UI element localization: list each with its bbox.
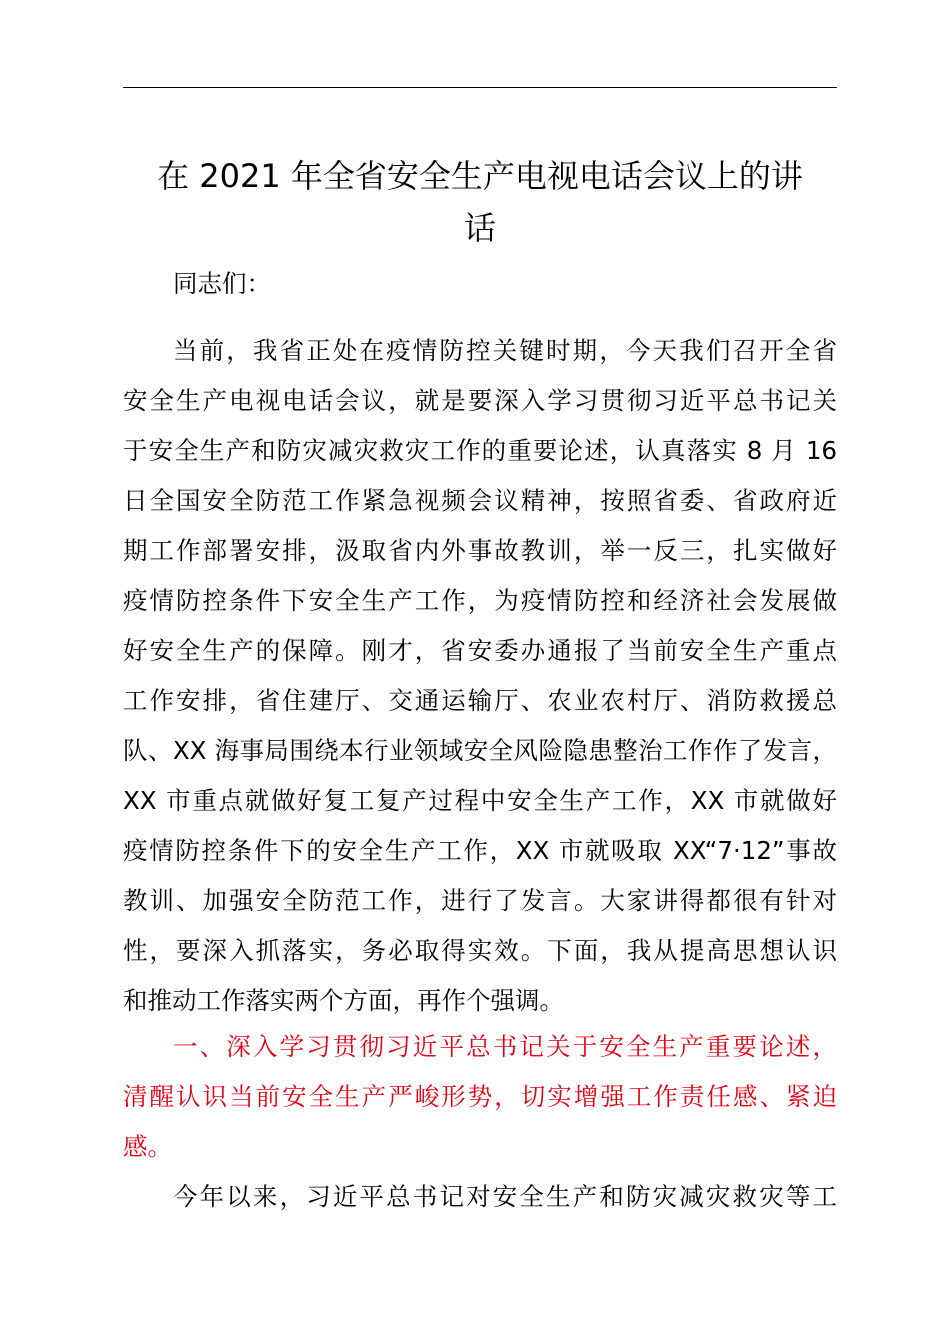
paragraph-2 — [123, 1172, 837, 1222]
paragraph-line: 工作安排，省住建厅、交通运输厅、农业农村厅、消防救援总 — [123, 686, 837, 715]
greeting-text: 同志们： — [173, 269, 271, 298]
heading-line: 感。 — [123, 1132, 172, 1161]
paragraph-line: 期工作部署安排，汲取省内外事故教训，举一反三，扎实做好 — [123, 536, 837, 565]
heading-line: 清醒认识当前安全生产严峻形势，切实增强工作责任感、紧迫 — [123, 1082, 837, 1111]
paragraph-line: 当前，我省正处在疫情防控关键时期，今天我们召开全省 — [173, 336, 837, 365]
section-heading-1 — [123, 1022, 837, 1172]
paragraph-line: 疫情防控条件下的安全生产工作，XX 市就吸取 XX“7·12”事故 — [123, 836, 837, 865]
paragraph-line: 日全国安全防范工作紧急视频会议精神，按照省委、省政府近 — [123, 486, 837, 515]
header-rule — [123, 87, 837, 88]
title-line-2: 话 — [463, 209, 496, 247]
title-line-1: 在 2021 年全省安全生产电视电话会议上的讲 — [157, 157, 803, 195]
paragraph-line: 队、XX 海事局围绕本行业领域安全风险隐患整治工作作了发言， — [123, 736, 837, 765]
paragraph-line: 和推动工作落实两个方面，再作个强调。 — [123, 986, 564, 1015]
paragraph-line: 安全生产电视电话会议，就是要深入学习贯彻习近平总书记关 — [123, 386, 837, 415]
paragraph-line: 性，要深入抓落实，务必取得实效。下面，我从提高思想认识 — [123, 936, 837, 965]
greeting — [123, 259, 837, 309]
paragraph-line: 今年以来，习近平总书记对安全生产和防灾减灾救灾等工 — [173, 1182, 837, 1211]
paragraph-line: 好安全生产的保障。刚才，省安委办通报了当前安全生产重点 — [123, 636, 837, 665]
paragraph-line: 于安全生产和防灾减灾救灾工作的重要论述，认真落实 8 月 16 — [123, 436, 837, 465]
paragraph-line: 教训、加强安全防范工作，进行了发言。大家讲得都很有针对 — [123, 886, 837, 915]
paragraph-line: 疫情防控条件下安全生产工作，为疫情防控和经济社会发展做 — [123, 586, 837, 615]
heading-line: 一、深入学习贯彻习近平总书记关于安全生产重要论述， — [173, 1032, 837, 1061]
paragraph-line: XX 市重点就做好复工复产过程中安全生产工作，XX 市就做好 — [123, 786, 837, 815]
paragraph-1 — [123, 326, 837, 1026]
document-title — [123, 150, 837, 254]
